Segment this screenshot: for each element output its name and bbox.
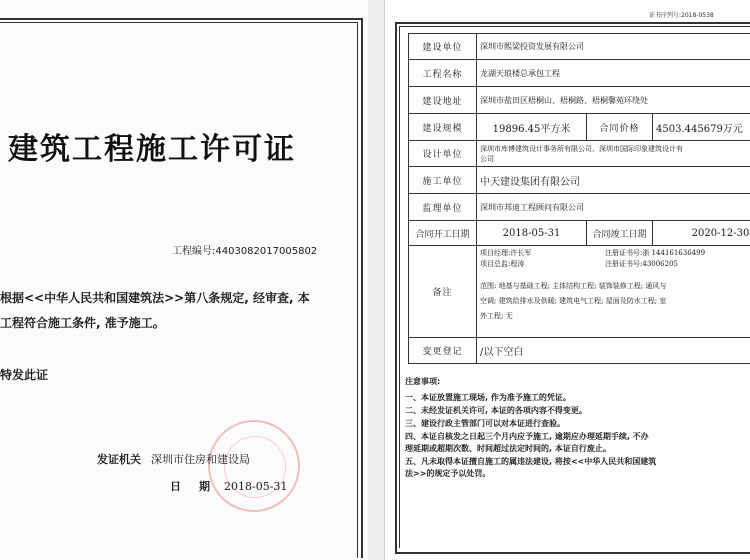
chief-value: 程涛 (510, 260, 525, 268)
chief-reg-value: 43006205 (642, 260, 678, 268)
change-value: /以下空白 (477, 338, 750, 364)
body-text-line: 工程符合施工条件, 准予施工。 (0, 316, 165, 330)
frame-border (399, 26, 750, 27)
pm-reg-label: 注册证书号: (605, 249, 643, 257)
notice-line: 理延期或超期次数、时间超过法定时间的, 本证自行废止。 (405, 444, 611, 453)
table-row (409, 141, 750, 167)
design-value-line: 公司 (480, 154, 494, 163)
issuer-label: 发证机关 (97, 453, 141, 466)
table-row (409, 194, 750, 221)
notice-line: 五、凡未取得本证擅自施工的属违法建设, 将按<<中华人民共和国建筑 (405, 457, 657, 466)
pm-value: 许长军 (510, 249, 532, 257)
scope-line: 外工程; 无 (480, 312, 513, 320)
frame-border (0, 18, 361, 20)
project-name-value: 龙湖天琅楼总承包工程 (477, 60, 750, 87)
project-number-label: 工程编号: (172, 246, 216, 257)
issuing-authority (97, 451, 250, 467)
remarks-value (477, 246, 750, 338)
certificate-serial (649, 10, 714, 19)
notice-line: 三、建设行政主管部门可以对本证进行查验。 (405, 419, 565, 428)
remarks-label: 备注 (409, 246, 477, 338)
date-label-char: 日 (170, 480, 181, 493)
table-row (409, 167, 750, 194)
start-date-label: 合同开工日期 (409, 221, 477, 246)
table-row (409, 246, 750, 338)
body-text-line: 特发此证 (0, 368, 49, 382)
builder-label: 建设单位 (409, 34, 477, 60)
address-value: 深圳市盐田区梧桐山、梧桐路、梧桐馨苑环绕处 (477, 87, 750, 114)
design-value (477, 141, 750, 167)
remarks-block (480, 248, 750, 324)
project-number (172, 242, 317, 257)
page-gap (368, 0, 384, 560)
frame-border (357, 22, 358, 558)
end-date-label: 合同竣工日期 (587, 221, 653, 246)
notice-line: 法>>的规定予以处罚。 (405, 469, 491, 478)
address-label: 建设地址 (409, 87, 477, 114)
scale-value: 19896.45平方米 (477, 114, 587, 141)
supervision-value: 深圳市邦迪工程顾问有限公司 (477, 194, 750, 221)
permit-details-table (408, 33, 750, 364)
design-label: 设计单位 (409, 141, 477, 167)
serial-value: 2018-0538 (681, 12, 714, 19)
construction-label: 施工单位 (409, 167, 477, 194)
start-date-value: 2018-05-31 (477, 221, 587, 246)
notice-line: 二、未经发证机关许可, 本证的各项内容不得变更。 (405, 406, 587, 415)
notice-line: 一、本证放置施工现场, 作为准予施工的凭证。 (405, 393, 571, 402)
scope-line: 范围: 地基与基础工程; 主体结构工程; 装饰装修工程; 通风与 (480, 282, 667, 290)
scale-label: 建设规模 (409, 114, 477, 141)
pm-label: 项目经理: (480, 249, 511, 257)
project-number-value: 4403082017005802 (215, 246, 318, 257)
permit-back-page (384, 0, 750, 560)
permit-title: 建筑工程施工许可证 (8, 132, 296, 167)
design-value-line: 深圳市库博建筑设计事务所有限公司、深圳市国际印象建筑设计有 (480, 144, 683, 153)
notice-line: 四、本证自核发之日起三个月内应予施工, 逾期应办理延期手续, 不办 (405, 432, 649, 441)
end-date-value: 2020-12-30 (653, 221, 750, 246)
pm-reg-value: 浙 144161636499 (642, 249, 706, 257)
table-row (409, 87, 750, 114)
price-label: 合同价格 (587, 114, 653, 141)
issuer-value: 深圳市住房和建设局 (151, 453, 250, 466)
frame-border (395, 22, 397, 552)
table-row (409, 60, 750, 87)
frame-border (399, 26, 400, 548)
body-text-line: 根据<<中华人民共和国建筑法>>第八条规定, 经审查, 本 (0, 291, 310, 305)
issue-date (170, 478, 287, 494)
construction-value: 中天建设集团有限公司 (477, 167, 750, 194)
change-label: 变更登记 (409, 338, 477, 364)
price-value: 4503.445679万元 (653, 114, 750, 141)
frame-border (395, 22, 750, 24)
table-row (409, 221, 750, 246)
table-row (409, 114, 750, 141)
builder-value: 深圳市熙梁投资发展有限公司 (477, 34, 750, 60)
scope-line: 空调; 建筑给排水及供暖; 建筑电气工程; 屋面及防水工程; 室 (480, 297, 667, 305)
permit-front-page (0, 0, 369, 560)
table-row (409, 34, 750, 60)
remarks-line (480, 259, 750, 270)
chief-reg-label: 注册证书号: (605, 260, 643, 268)
date-label-char: 期 (199, 480, 210, 493)
table-row (409, 338, 750, 364)
notice-title: 注意事项: (405, 377, 441, 386)
remarks-line (480, 248, 750, 259)
supervision-label: 监理单位 (409, 194, 477, 221)
issue-date-value: 2018-05-31 (224, 480, 288, 493)
serial-label: 证书序列号: (649, 12, 682, 19)
chief-label: 项目总监: (480, 260, 511, 268)
frame-border (361, 18, 363, 558)
frame-border (0, 22, 357, 23)
frame-border (395, 552, 750, 554)
project-name-label: 工程名称 (409, 60, 477, 87)
